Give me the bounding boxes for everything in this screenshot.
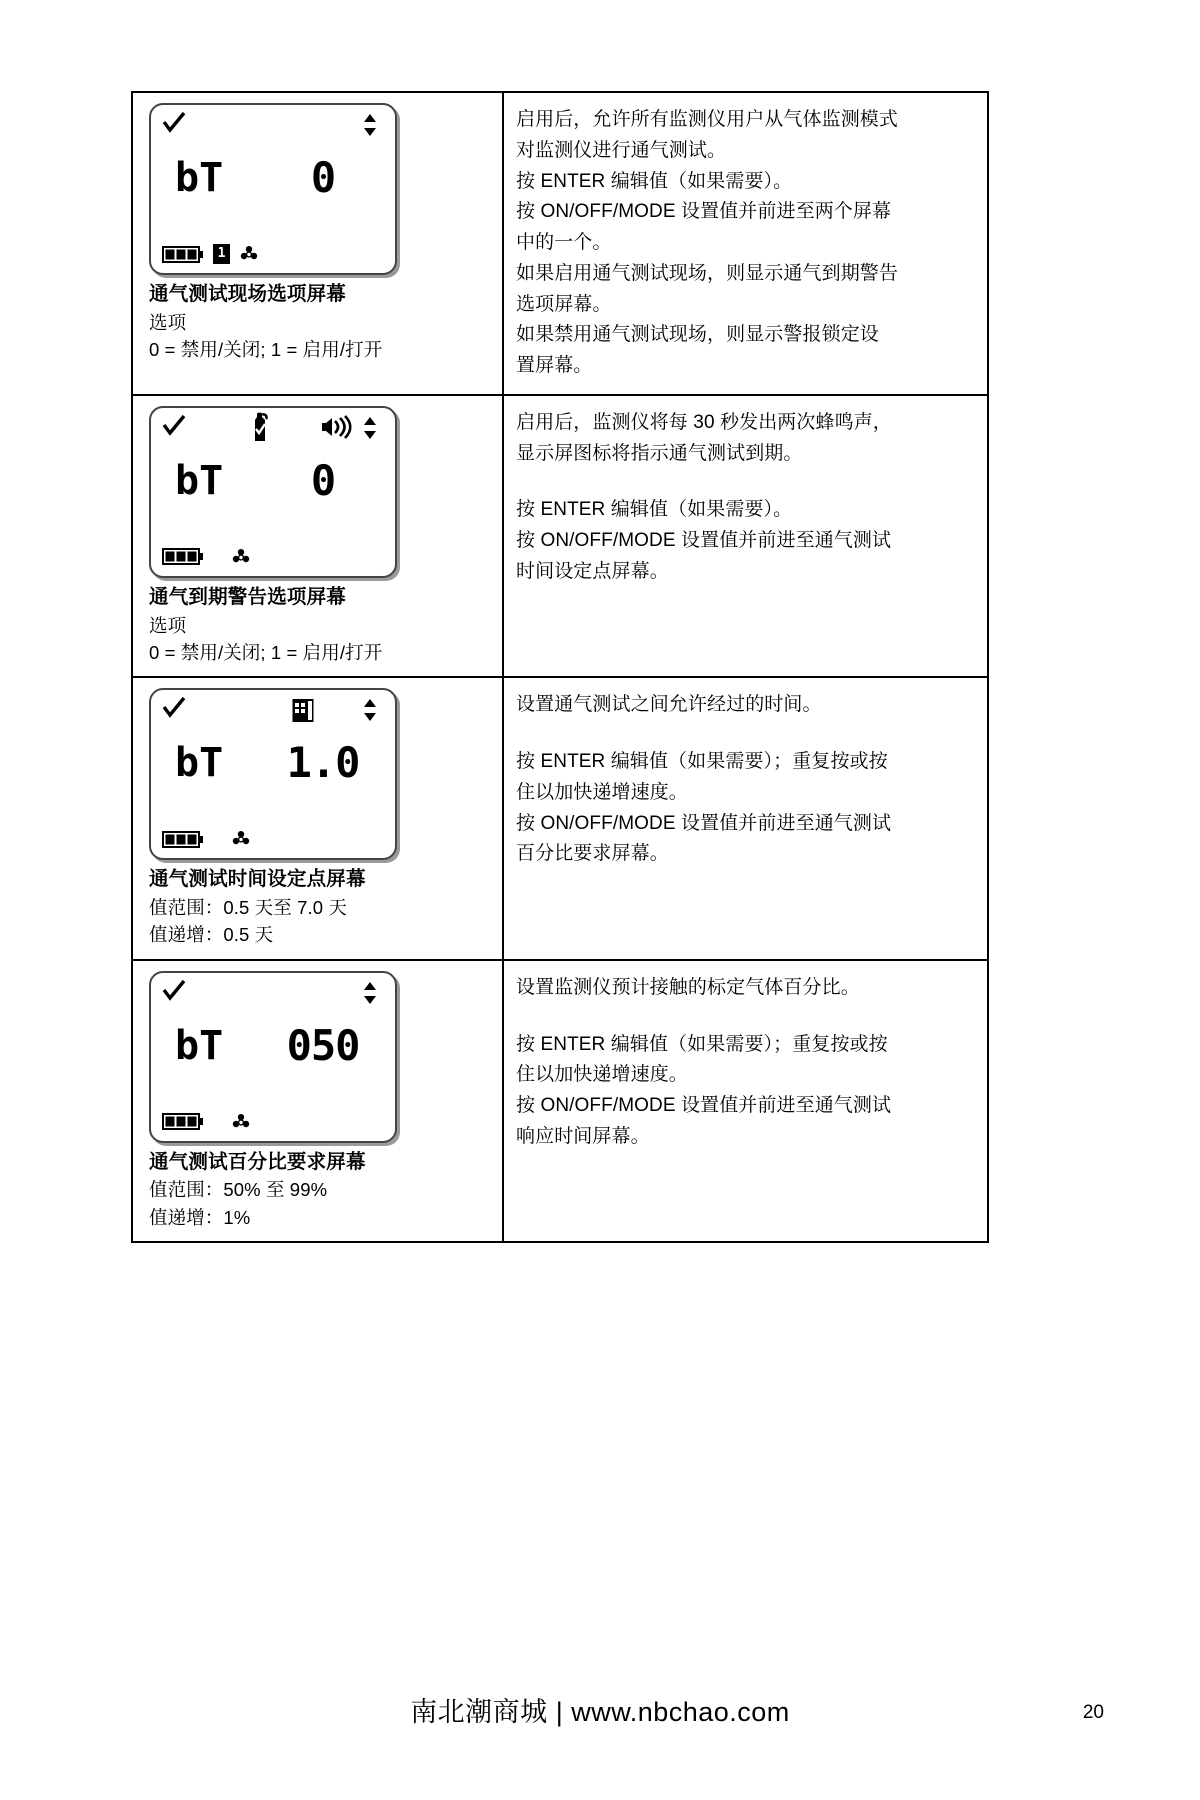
checkmark-icon [162, 111, 186, 135]
up-down-arrow-icon [363, 698, 377, 722]
speaker-sound-icon [321, 415, 355, 439]
up-down-arrow-icon [363, 113, 377, 137]
description-line: 选项屏幕。 [516, 293, 612, 315]
lcd-readout [151, 153, 395, 202]
caption-title: 通气测试百分比要求屏幕 [149, 1150, 366, 1173]
inverted-one-label: 1 [217, 246, 226, 261]
battery-icon [162, 246, 204, 263]
molecule-icon [231, 829, 251, 849]
battery-icon [162, 548, 204, 565]
screen-caption [149, 866, 489, 948]
caption-line: 值递增：1% [149, 1206, 251, 1228]
caption-line: 值范围：50% 至 99% [149, 1179, 328, 1201]
description-line: 启用后，监测仪将每 30 秒发出两次蜂鸣声， [516, 411, 892, 433]
battery-icon [162, 831, 204, 848]
screen-illustration-cell [132, 92, 503, 395]
description-line: 设置通气测试之间允许经过的时间。 [516, 694, 822, 716]
segment-value: 1.0 [286, 738, 360, 788]
caption-title: 通气测试时间设定点屏幕 [149, 868, 366, 891]
segment-value: 050 [286, 1020, 360, 1070]
caption-line: 值范围：0.5 天至 7.0 天 [149, 897, 347, 919]
paragraph-spacer [516, 721, 971, 747]
lcd-wrapper [149, 688, 401, 860]
description-line: 百分比要求屏幕。 [516, 843, 669, 865]
screen-caption [149, 281, 489, 363]
caption-line: 选项 [149, 614, 187, 636]
footer-brand-text: 南北潮商城 | www.nbchao.com [410, 1697, 790, 1727]
description-line: 按 ENTER 编辑值（如果需要）；重复按或按 [516, 751, 888, 773]
molecule-icon [231, 547, 251, 567]
description-line: 按 ENTER 编辑值（如果需要）。 [516, 499, 793, 521]
lcd-wrapper [149, 103, 401, 275]
lcd-screen [149, 103, 397, 275]
gas-cylinder-icon [247, 411, 273, 445]
up-down-arrow-icon [363, 981, 377, 1005]
description-cell [503, 960, 988, 1242]
description-line: 按 ON/OFF/MODE 设置值并前进至两个屏幕 [516, 201, 892, 223]
description-cell [503, 395, 988, 677]
checkmark-icon [162, 696, 186, 720]
description-line: 显示屏图标将指示通气测试到期。 [516, 442, 803, 464]
inverted-one-icon [213, 244, 230, 264]
description-line: 按 ENTER 编辑值（如果需要）。 [516, 170, 793, 192]
table-row [132, 92, 988, 395]
caption-line: 选项 [149, 311, 187, 333]
page-footer [0, 1690, 1200, 1729]
table-row [132, 960, 988, 1242]
lcd-status-bar [162, 547, 251, 567]
lcd-readout [151, 738, 395, 788]
checkmark-icon [162, 979, 186, 1003]
molecule-icon [239, 244, 259, 264]
segment-label: bT [175, 740, 224, 787]
description-cell [503, 92, 988, 395]
lcd-wrapper [149, 406, 401, 578]
calendar-icon [291, 696, 315, 724]
lcd-screen [149, 406, 397, 578]
paragraph-spacer [516, 469, 971, 495]
description-line: 如果禁用通气测试现场，则显示警报锁定设 [516, 324, 879, 346]
screen-illustration-cell [132, 960, 503, 1242]
lcd-status-bar [162, 244, 259, 264]
up-down-arrow-icon [363, 416, 377, 440]
screen-illustration-cell [132, 677, 503, 959]
description-line: 按 ON/OFF/MODE 设置值并前进至通气测试 [516, 530, 892, 552]
lcd-screen [149, 971, 397, 1143]
segment-label: bT [175, 155, 224, 201]
caption-title: 通气测试现场选项屏幕 [149, 283, 347, 305]
description-line: 住以加快递增速度。 [516, 1064, 688, 1086]
page-number: 20 [1082, 1702, 1104, 1723]
description-line: 置屏幕。 [516, 355, 593, 377]
description-line: 如果启用通气测试现场，则显示通气到期警告 [516, 262, 899, 284]
caption-line: 值递增：0.5 天 [149, 924, 274, 946]
battery-icon [162, 1113, 204, 1130]
description-line: 按 ON/OFF/MODE 设置值并前进至通气测试 [516, 812, 892, 834]
lcd-screen [149, 688, 397, 860]
caption-title: 通气到期警告选项屏幕 [149, 585, 347, 608]
description-line: 响应时间屏幕。 [516, 1125, 650, 1147]
description-line: 设置监测仪预计接触的标定气体百分比。 [516, 976, 860, 998]
segment-label: bT [175, 457, 224, 504]
screen-caption [149, 584, 489, 666]
lcd-readout [151, 455, 395, 505]
description-line: 住以加快递增速度。 [516, 781, 688, 803]
description-line: 按 ON/OFF/MODE 设置值并前进至通气测试 [516, 1095, 892, 1117]
description-line: 启用后，允许所有监测仪用户从气体监测模式 [516, 109, 899, 130]
lcd-status-bar [162, 829, 251, 849]
description-line: 按 ENTER 编辑值（如果需要）；重复按或按 [516, 1033, 888, 1055]
caption-line: 0 = 禁用/关闭; 1 = 启用/打开 [149, 641, 383, 663]
description-line: 时间设定点屏幕。 [516, 560, 669, 582]
segment-value: 0 [310, 153, 336, 202]
settings-screens-table [131, 91, 989, 1243]
screen-illustration-cell [132, 395, 503, 677]
table-row [132, 395, 988, 677]
lcd-readout [151, 1020, 395, 1070]
caption-line: 0 = 禁用/关闭; 1 = 启用/打开 [149, 339, 383, 361]
description-cell [503, 677, 988, 959]
checkmark-icon [162, 414, 186, 438]
segment-label: bT [175, 1022, 224, 1069]
description-line: 对监测仪进行通气测试。 [516, 139, 727, 161]
molecule-icon [231, 1112, 251, 1132]
table-row [132, 677, 988, 959]
lcd-wrapper [149, 971, 401, 1143]
paragraph-spacer [516, 1004, 971, 1030]
screen-caption [149, 1149, 489, 1231]
segment-value: 0 [310, 455, 336, 505]
description-line: 中的一个。 [516, 232, 612, 254]
lcd-status-bar [162, 1112, 251, 1132]
